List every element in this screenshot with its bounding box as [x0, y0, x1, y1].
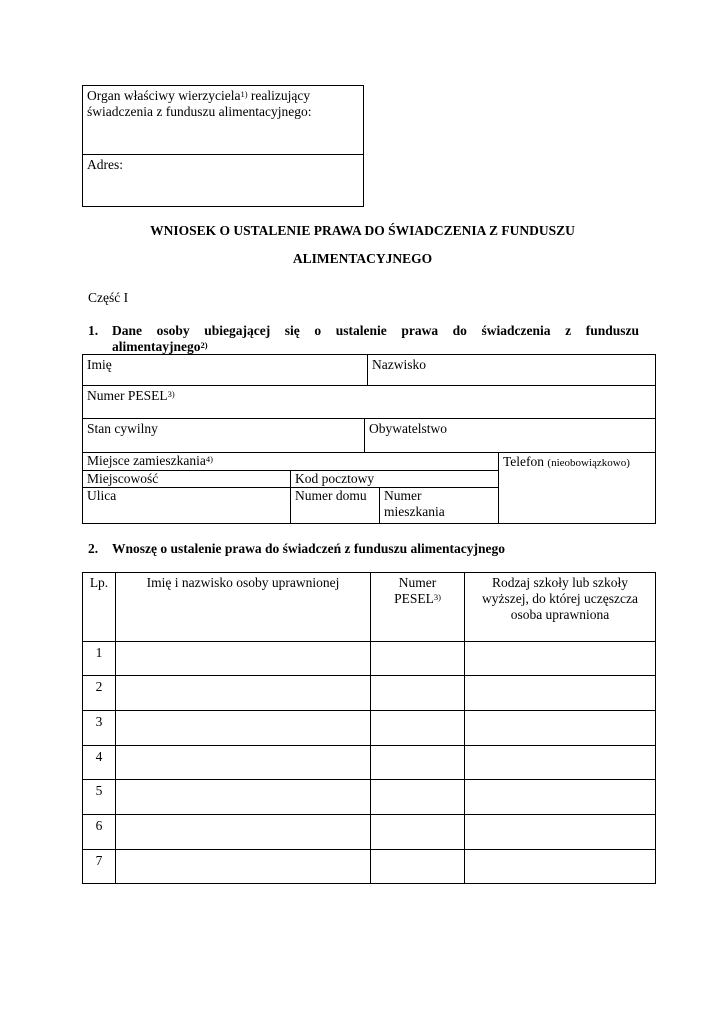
- last-name-field[interactable]: Nazwisko: [372, 357, 426, 372]
- table-row-name-cell[interactable]: [116, 676, 370, 710]
- table-row-number: 7: [95, 853, 103, 868]
- col-header-name: Imię i nazwisko osoby uprawnionej: [146, 575, 340, 590]
- citizenship-field[interactable]: Obywatelstwo: [369, 421, 447, 436]
- table-row-pesel-cell[interactable]: [371, 746, 464, 779]
- postal-code-field[interactable]: Kod pocztowy: [295, 471, 375, 486]
- table-row-number: 1: [95, 645, 103, 660]
- first-name-field[interactable]: Imię: [87, 357, 112, 372]
- table-row-name-cell[interactable]: [116, 850, 370, 883]
- table-row-school-cell[interactable]: [465, 746, 655, 779]
- table-row-pesel-cell[interactable]: [371, 850, 464, 883]
- table-row-name-cell[interactable]: [116, 815, 370, 849]
- address-input-area[interactable]: [83, 173, 363, 206]
- pesel-field[interactable]: Numer PESEL$^{3)}$: [87, 388, 175, 403]
- table-row-number: 6: [95, 818, 103, 833]
- table-row-pesel-cell[interactable]: [371, 676, 464, 710]
- table-row-school-cell[interactable]: [465, 850, 655, 883]
- section1-heading: Dane osoby ubiegającej się o ustalenie prawa do świadczenia z funduszu alimentayjnego$^{2)}$: [112, 323, 639, 354]
- apartment-number-field[interactable]: Numer mieszkania: [384, 488, 445, 519]
- section2-number: 2.: [88, 541, 99, 556]
- table-row-name-cell[interactable]: [116, 746, 370, 779]
- col-header-lp: Lp.: [89, 575, 109, 590]
- table-row-name-cell[interactable]: [116, 642, 370, 675]
- table-row-school-cell[interactable]: [465, 780, 655, 814]
- part-label: Część I: [88, 290, 129, 305]
- table-row-number: 3: [95, 714, 103, 729]
- table-row-number: 4: [95, 749, 103, 764]
- table-row-school-cell[interactable]: [465, 676, 655, 710]
- table-row-number: 5: [95, 783, 103, 798]
- section1-number: 1.: [88, 323, 99, 338]
- house-number-field[interactable]: Numer domu: [295, 488, 367, 503]
- col-header-pesel: Numer PESEL$^{3)}$: [394, 575, 441, 606]
- table-row-school-cell[interactable]: [465, 711, 655, 745]
- phone-field[interactable]: Telefon (nieobowiązkowo): [503, 454, 630, 469]
- residence-label: Miejsce zamieszkania$^{4)}$: [87, 453, 213, 468]
- street-field[interactable]: Ulica: [87, 488, 117, 503]
- table-row-school-cell[interactable]: [465, 642, 655, 675]
- table-row-pesel-cell[interactable]: [371, 815, 464, 849]
- table-row-school-cell[interactable]: [465, 815, 655, 849]
- organ-input-area[interactable]: [83, 122, 363, 154]
- table-row-name-cell[interactable]: [116, 780, 370, 814]
- organ-label: Organ właściwy wierzyciela$^{1)}$ realizujący świadczenia z funduszu alimentacyjnego:: [87, 88, 312, 119]
- marital-status-field[interactable]: Stan cywilny: [87, 421, 158, 436]
- city-field[interactable]: Miejscowość: [87, 471, 159, 486]
- col-header-school: Rodzaj szkoły lub szkoły wyższej, do której uczęszcza osoba uprawniona: [482, 575, 638, 622]
- table-row-pesel-cell[interactable]: [371, 711, 464, 745]
- section2-heading: Wnoszę o ustalenie prawa do świadczeń z funduszu alimentacyjnego: [112, 541, 506, 556]
- table-row-number: 2: [95, 679, 103, 694]
- table-row-name-cell[interactable]: [116, 711, 370, 745]
- table-row-pesel-cell[interactable]: [371, 780, 464, 814]
- table-row-pesel-cell[interactable]: [371, 642, 464, 675]
- form-title: WNIOSEK O USTALENIE PRAWA DO ŚWIADCZENIA Z FUNDUSZU ALIMENTACYJNEGO: [150, 223, 575, 266]
- address-label: Adres:: [87, 157, 123, 172]
